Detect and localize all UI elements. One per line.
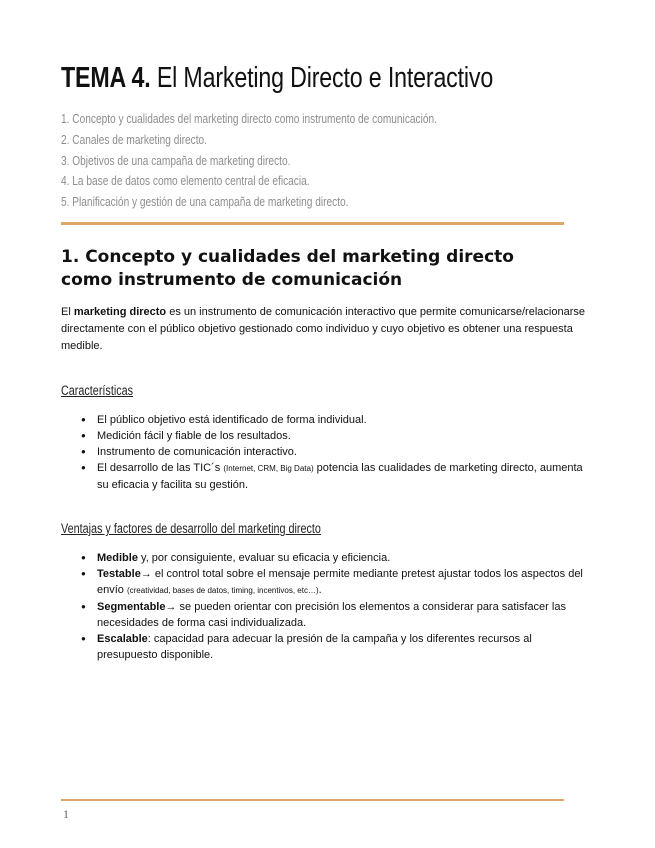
toc-item: 3. Objetivos de una campaña de marketing directo. — [61, 152, 291, 168]
list-item-note: (Internet, CRM, Big Data) — [223, 464, 314, 473]
ventajas-heading: Ventajas y factores de desarrollo del marketing directo — [61, 521, 321, 536]
intro-paragraph — [61, 304, 591, 355]
header-divider — [61, 222, 564, 225]
caracteristicas-heading: Características — [61, 383, 134, 398]
list-item — [97, 599, 592, 631]
intro-prefix: El — [61, 306, 74, 318]
toc-item: 1. Concepto y cualidades del marketing directo como instrumento de comunicación. — [61, 111, 437, 126]
list-item — [97, 460, 592, 493]
list-item-text: potencia las cualidades de marketing directo, aumenta su eficacia y facilita su gestión. — [97, 462, 583, 491]
page-number: 1 — [63, 807, 69, 821]
list-item-text: y, por consiguiente, evaluar su eficacia y eficiencia. — [137, 552, 391, 564]
ventajas-list — [97, 550, 592, 663]
caracteristicas-list — [97, 412, 592, 493]
title-topic-number: TEMA 4. — [61, 62, 151, 94]
list-item-keyword: Escalable — [97, 633, 148, 645]
table-of-contents — [61, 109, 543, 213]
list-item-text: : capacidad para adecuar la presión de la campaña y los diferentes recursos al presupuesto disponible. — [97, 633, 532, 661]
list-item: ● El público objetivo está identificado de forma individual. — [97, 412, 592, 428]
list-item-keyword: Medible — [97, 552, 138, 564]
toc-item: 2. Canales de marketing directo. — [61, 131, 207, 147]
footer-divider — [61, 799, 564, 801]
list-item — [97, 566, 592, 599]
list-item-text: → el control total sobre el mensaje permite mediante pretest ajustar todos los aspectos del envío — [97, 568, 583, 596]
list-item-text: El desarrollo de las TIC´s — [97, 462, 224, 474]
title-topic-name: El Marketing Directo e Interactivo — [150, 62, 494, 94]
list-item: ● Medición fácil y fiable de los resultados. — [97, 428, 592, 444]
list-item-keyword: Testable — [97, 568, 141, 580]
toc-item: 4. La base de datos como elemento central de eficacia. — [61, 173, 310, 189]
toc-item: 5. Planificación y gestión de una campaña de marketing directo. — [61, 194, 349, 210]
list-item — [97, 631, 592, 663]
section-heading: 1. Concepto y cualidades del marketing directo como instrumento de comunicación — [61, 247, 514, 290]
document-title — [61, 58, 509, 98]
intro-text: es un instrumento de comunicación interactivo que permite comunicarse/relacionarse directamente con el público objetivo gestionado como individuo y cuyo objetivo es obtener una respuesta medible. — [61, 306, 585, 352]
list-item-text: . — [318, 584, 322, 596]
list-item — [97, 550, 592, 566]
list-item-keyword: Segmentable — [97, 601, 166, 613]
list-item-note: (creatividad, bases de datos, timing, incentivos, etc…) — [126, 586, 319, 595]
list-item: ● Instrumento de comunicación interactivo. — [97, 444, 592, 460]
list-item-text: → se pueden orientar con precisión los elementos a considerar para satisfacer las necesidades de forma casi individualizada. — [97, 601, 566, 629]
intro-keyword: marketing directo — [73, 306, 167, 318]
